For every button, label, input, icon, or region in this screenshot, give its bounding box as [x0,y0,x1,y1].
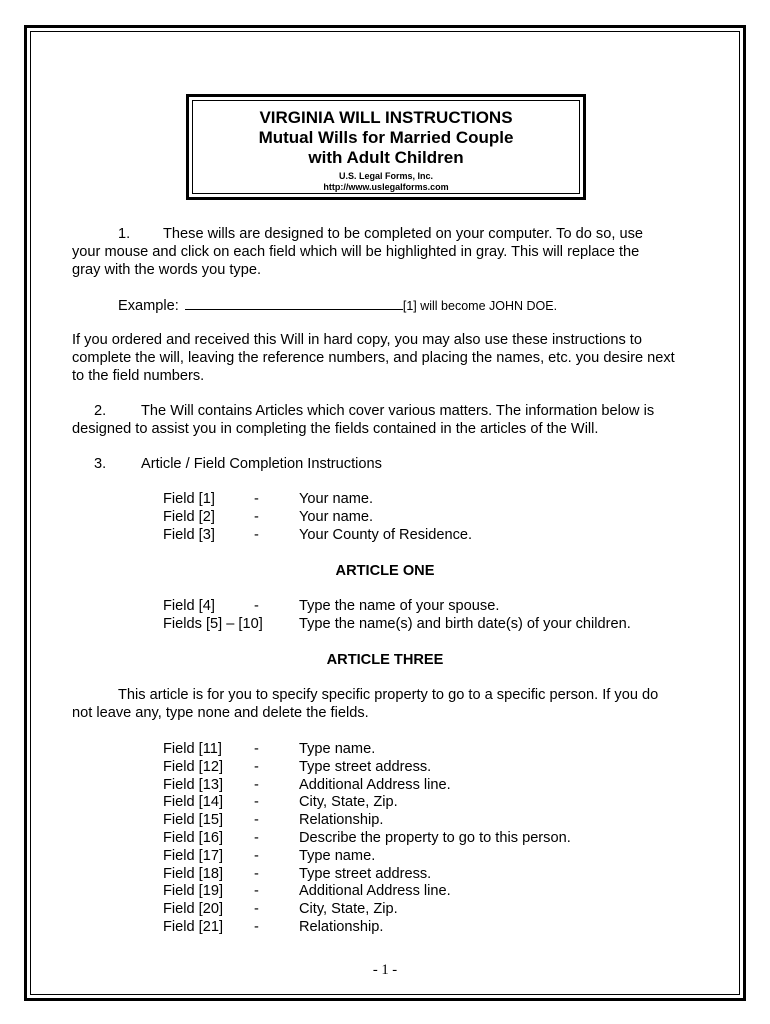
field-description: Type street address. [299,758,432,775]
field-row [163,758,703,776]
field-dash: - [254,847,259,864]
item1-number: 1. [118,226,131,242]
field-dash: - [254,758,259,775]
field-row [163,508,703,526]
field-row [163,811,703,829]
field-label: Field [21] [163,919,224,935]
field-label: Field [3] [163,527,215,543]
field-dash: - [254,491,259,507]
field-row [163,847,703,865]
field-label: Field [1] [163,491,215,507]
field-row [163,490,703,508]
hardcopy-line1: If you ordered and received this Will in hard copy, you may also use these instructions to [72,332,642,348]
field-label: Field [17] [163,847,224,864]
field-row [163,882,703,900]
field-label: Field [19] [163,883,224,900]
field-description: Type street address. [299,865,432,882]
field-dash: - [254,830,259,846]
field-description: Describe the property to go to this person. [299,830,571,846]
page-number: - 1 - [372,962,398,978]
item2-line2: designed to assist you in completing the fields contained in the articles of the Will. [72,421,599,437]
article-three-intro-line2: not leave any, type none and delete the fields. [72,705,369,721]
article-three-heading: ARTICLE THREE [326,652,444,668]
hardcopy-line2: complete the will, leaving the reference numbers, and placing the names, etc. you desire next [72,350,675,366]
item2-line1: The Will contains Articles which cover various matters. The information below is [141,403,655,419]
field-row [163,829,703,847]
field-label: Field [15] [163,812,224,829]
field-description: Your name. [299,491,374,507]
field-label: Fields [5] – [10] [163,616,263,632]
company-url: http://www.uslegalforms.com [323,182,449,192]
example-line [118,296,557,315]
field-label: Field [11] [163,741,222,757]
field-label: Field [16] [163,830,224,846]
field-dash: - [254,776,259,793]
field-label: Field [2] [163,509,215,525]
item1-line1: These wills are designed to be completed on your computer. To do so, use [163,226,643,242]
field-row [163,776,703,794]
title-box-inner [192,100,580,194]
article-three-intro-line1: This article is for you to specify specific property to go to a specific person. If you do [118,687,659,703]
field-label: Field [20] [163,901,224,918]
field-description: City, State, Zip. [299,794,398,811]
field-description: Relationship. [299,812,384,829]
field-description: Type name. [299,741,376,757]
field-description: Type the name of your spouse. [299,598,500,614]
field-dash: - [254,509,259,525]
field-dash: - [254,812,259,829]
field-description: City, State, Zip. [299,901,398,918]
field-label: Field [14] [163,794,224,811]
item1-line3: gray with the words you type. [72,262,261,278]
company-name: U.S. Legal Forms, Inc. [338,171,434,181]
field-label: Field [18] [163,865,224,882]
field-row [163,865,703,883]
field-dash: - [254,901,259,918]
field-dash: - [254,794,259,811]
example-label: Example: [118,298,179,314]
item1-line2: your mouse and click on each field which will be highlighted in gray. This will replace the [72,244,640,260]
document-title: VIRGINIA WILL INSTRUCTIONS [259,108,513,127]
field-description: Additional Address line. [299,776,451,793]
field-row [163,900,703,918]
field-dash: - [254,919,259,935]
field-dash: - [254,865,259,882]
field-description: Your name. [299,509,374,525]
document-subtitle: Mutual Wills for Married Couple [258,128,514,147]
field-dash: - [254,883,259,900]
field-row [163,740,703,758]
field-description: Type name. [299,847,376,864]
field-row [163,918,703,936]
item2-number: 2. [94,403,107,419]
field-description: Additional Address line. [299,883,451,900]
document-subtitle-2: with Adult Children [308,148,464,167]
article-one-heading: ARTICLE ONE [335,563,435,579]
title-box [186,94,586,200]
field-description: Your County of Residence. [299,527,473,543]
item3-text: Article / Field Completion Instructions [141,456,382,472]
field-label: Field [12] [163,758,224,775]
field-dash: - [254,598,259,614]
field-row [163,597,703,615]
field-row [163,793,703,811]
field-label: Field [4] [163,598,215,614]
example-blank [185,296,403,310]
field-dash: - [254,527,259,543]
example-suffix: [1] will become JOHN DOE. [402,299,558,313]
field-description: Relationship. [299,919,384,935]
field-description: Type the name(s) and birth date(s) of your children. [299,616,631,632]
field-dash: - [254,741,259,757]
field-row [163,526,703,544]
field-row [163,615,703,633]
hardcopy-line3: to the field numbers. [72,368,205,384]
item3-number: 3. [94,456,107,472]
field-label: Field [13] [163,776,224,793]
